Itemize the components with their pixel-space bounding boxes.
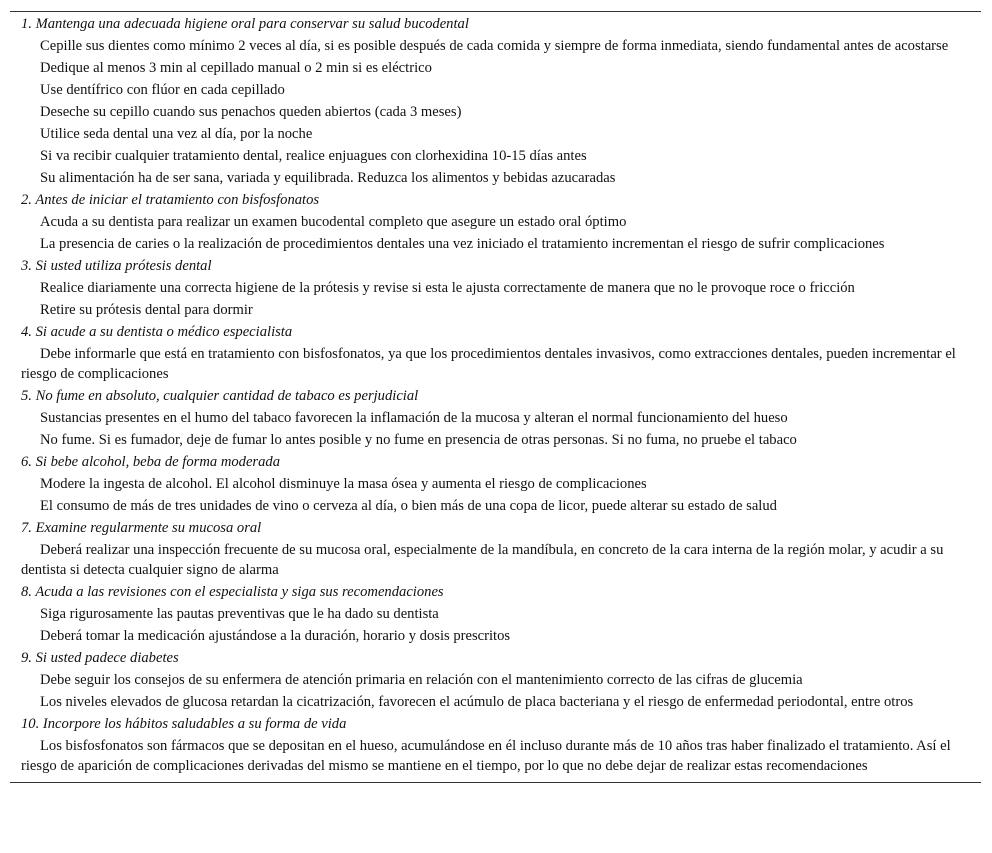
recommendation-item: Debe informarle que está en tratamiento con bisfosfonatos, ya que los procedimientos dentales invasivos, como extracciones dentales, pueden incrementar el riesgo de complicaciones [21,346,956,382]
section-heading: 2. Antes de iniciar el tratamiento con bisfosfonatos [21,192,320,208]
section-heading: 9. Si usted padece diabetes [21,650,179,666]
section-heading: 3. Si usted utiliza prótesis dental [21,258,212,274]
section-heading: 5. No fume en absoluto, cualquier cantidad de tabaco es perjudicial [21,388,419,404]
recommendation-item: Retire su prótesis dental para dormir [40,302,253,318]
recommendation-item: Debe seguir los consejos de su enfermera de atención primaria en relación con el mantenimiento correcto de las cifras de glucemia [40,672,803,688]
recommendation-item: Deberá tomar la medicación ajustándose a la duración, horario y dosis prescritos [40,628,511,644]
recommendation-item: No fume. Si es fumador, deje de fumar lo antes posible y no fume en presencia de otras personas. Si no fuma, no pruebe el tabaco [40,432,797,448]
section-heading: 10. Incorpore los hábitos saludables a su forma de vida [21,716,347,732]
recommendation-item: La presencia de caries o la realización de procedimientos dentales una vez iniciado el tratamiento incrementan el riesgo de sufrir complicaciones [40,236,885,252]
recommendation-item: Acuda a su dentista para realizar un examen bucodental completo que asegure un estado oral óptimo [40,214,627,230]
recommendation-item: Utilice seda dental una vez al día, por la noche [40,126,313,142]
recommendation-item: Deseche su cepillo cuando sus penachos queden abiertos (cada 3 meses) [40,104,462,120]
section-heading: 8. Acuda a las revisiones con el especialista y siga sus recomendaciones [21,584,444,600]
recommendation-item: Realice diariamente una correcta higiene de la prótesis y revise si esta le ajusta correctamente de manera que no le provoque roce o fricción [40,280,855,296]
recommendation-item: Siga rigurosamente las pautas preventivas que le ha dado su dentista [40,606,439,622]
recommendation-item: Los niveles elevados de glucosa retardan la cicatrización, favorecen el acúmulo de placa bacteriana y el riesgo de enfermedad periodontal, entre otros [40,694,914,710]
section-heading: 7. Examine regularmente su mucosa oral [21,520,262,536]
recommendation-item: Deberá realizar una inspección frecuente de su mucosa oral, especialmente de la mandíbula, en concreto de la cara interna de la región molar, y acudir a su dentista si detecta cualquier signo de alarma [21,542,944,578]
recommendation-item: Sustancias presentes en el humo del tabaco favorecen la inflamación de la mucosa y alteran el normal funcionamiento del hueso [40,410,788,426]
recommendation-item: Su alimentación ha de ser sana, variada y equilibrada. Reduzca los alimentos y bebidas azucaradas [40,170,616,186]
recommendation-item: Use dentífrico con flúor en cada cepillado [40,82,285,98]
recommendation-item: Modere la ingesta de alcohol. El alcohol disminuye la masa ósea y aumenta el riesgo de complicaciones [40,476,647,492]
recommendation-item: Cepille sus dientes como mínimo 2 veces al día, si es posible después de cada comida y siempre de forma inmediata, siendo fundamental antes de acostarse [40,38,949,54]
section-heading: 4. Si acude a su dentista o médico especialista [21,324,293,340]
recommendation-item: Si va recibir cualquier tratamiento dental, realice enjuagues con clorhexidina 10-15 días antes [40,148,587,164]
recommendations-table [10,11,981,783]
section-heading: 6. Si bebe alcohol, beba de forma moderada [21,454,280,470]
section-heading: 1. Mantenga una adecuada higiene oral para conservar su salud bucodental [21,16,469,32]
recommendation-item: Dedique al menos 3 min al cepillado manual o 2 min si es eléctrico [40,60,432,76]
recommendation-item: Los bisfosfonatos son fármacos que se depositan en el hueso, acumulándose en él incluso durante más de 10 años tras haber finalizado el tratamiento. Así el riesgo de aparición de complicaciones derivadas del mismo se mantiene en el tiempo, por lo que no debe dejar de realizar estas recomendaciones [21,738,951,774]
recommendation-item: El consumo de más de tres unidades de vino o cerveza al día, o bien más de una copa de licor, puede alterar su estado de salud [40,498,777,514]
